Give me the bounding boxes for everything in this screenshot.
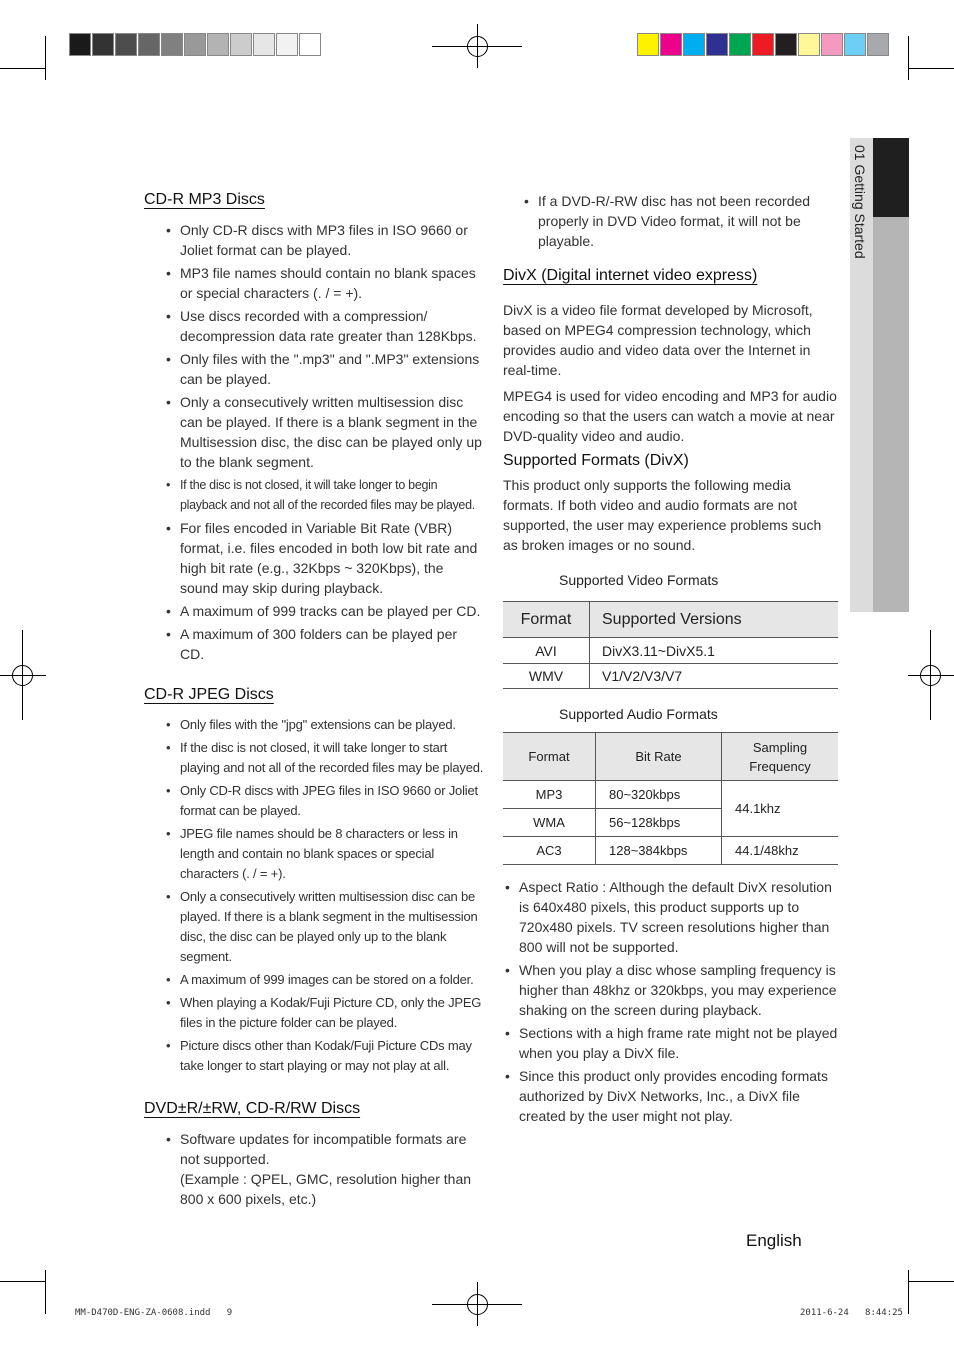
supported-formats-heading: Supported Formats (DivX): [503, 452, 689, 469]
list-item: • Sections with a high frame rate might not be played when you play a DivX file.: [505, 1023, 839, 1063]
table-cell-sampling: 44.1khz: [722, 781, 839, 837]
crop-mark: [908, 68, 954, 69]
color-swatch: [161, 33, 183, 56]
column-header-format: Format: [503, 733, 596, 781]
list-item: • Only CD-R discs with MP3 files in ISO 9660 or Joliet format can be played.: [166, 220, 484, 260]
color-swatch: [867, 33, 889, 56]
color-swatch: [706, 33, 728, 56]
color-swatch: [660, 33, 682, 56]
color-swatch: [253, 33, 275, 56]
audio-formats-table: [503, 732, 838, 865]
color-swatch: [775, 33, 797, 56]
color-swatch: [729, 33, 751, 56]
table-cell-format: WMA: [503, 809, 596, 837]
table-cell-versions: V1/V2/V3/V7: [590, 664, 839, 689]
audio-table-caption: Supported Audio Formats: [559, 706, 718, 722]
list-item: • Picture discs other than Kodak/Fuji Picture CDs may take longer to start playing or may not play at all.: [166, 1036, 484, 1076]
grayscale-swatches: [69, 33, 322, 56]
color-swatch: [230, 33, 252, 56]
list-item: • Only files with the ".mp3" and ".MP3" extensions can be played.: [166, 349, 484, 389]
color-swatch: [207, 33, 229, 56]
table-cell-format: MP3: [503, 781, 596, 809]
color-swatch: [92, 33, 114, 56]
list-item: • If a DVD-R/-RW disc has not been recorded properly in DVD Video format, it will not be playable.: [524, 191, 839, 251]
column-header-bitrate: Bit Rate: [596, 733, 722, 781]
list-item: • JPEG file names should be 8 characters or less in length and contain no blank spaces or special characters (. / = +).: [166, 824, 484, 884]
color-swatch: [276, 33, 298, 56]
table-cell-bitrate: 128~384kbps: [596, 837, 722, 865]
color-swatch: [138, 33, 160, 56]
crop-mark: [908, 36, 909, 80]
chapter-tab-label: 01 Getting Started: [852, 145, 868, 259]
divx-heading: DivX (Digital internet video express): [503, 267, 758, 284]
list-item: • Only CD-R discs with JPEG files in ISO 9660 or Joliet format can be played.: [166, 781, 484, 821]
column-header-format: Format: [503, 602, 590, 638]
crop-mark: [908, 1281, 954, 1282]
list-item: • MP3 file names should contain no blank spaces or special characters (. / = +).: [166, 263, 484, 303]
dvd-heading: DVD±R/±RW, CD-R/RW Discs: [144, 1100, 361, 1117]
table-cell-format: WMV: [503, 664, 590, 689]
crop-mark: [45, 36, 46, 80]
dvd-note-list: [524, 191, 839, 251]
table-cell-versions: DivX3.11~DivX5.1: [590, 638, 839, 664]
chapter-tab-gray-block: [873, 217, 909, 612]
color-swatch: [299, 33, 321, 56]
list-item: • Only files with the "jpg" extensions can be played.: [166, 715, 484, 735]
jpeg-heading: CD-R JPEG Discs: [144, 686, 274, 703]
registration-mark-right: [908, 630, 954, 720]
list-item: • Use discs recorded with a compression/ decompression data rate greater than 128Kbps.: [166, 306, 484, 346]
table-cell-bitrate: 80~320kbps: [596, 781, 722, 809]
divx-paragraph-2: MPEG4 is used for video encoding and MP3 for audio encoding so that the users can watch a movie at near DVD-quality video and audio.: [503, 388, 837, 444]
table-cell-bitrate: 56~128kbps: [596, 809, 722, 837]
table-row: [503, 664, 838, 689]
list-item: • Only a consecutively written multisession disc can be played. If there is a blank segment in the Multisession disc, the disc can be played only up to the blank segment.: [166, 392, 484, 472]
dvd-list: [166, 1129, 484, 1209]
list-item: • Since this product only provides encoding formats authorized by DivX Networks, Inc., a DivX file created by the user might not play.: [505, 1066, 839, 1126]
list-item: • A maximum of 999 images can be stored on a folder.: [166, 970, 484, 990]
crop-mark: [45, 1270, 46, 1314]
right-column: [503, 191, 839, 1129]
jpeg-list: [166, 715, 484, 1076]
list-item: • If the disc is not closed, it will take longer to begin playback and not all of the recorded files may be played.: [166, 475, 484, 515]
registration-mark-top: [432, 24, 522, 68]
color-swatch: [683, 33, 705, 56]
list-item: [166, 1129, 484, 1209]
color-swatch: [115, 33, 137, 56]
table-cell-format: AC3: [503, 837, 596, 865]
crop-mark: [0, 1281, 46, 1282]
color-swatch: [752, 33, 774, 56]
dvd-item-line2: (Example : QPEL, GMC, resolution higher than 800 x 600 pixels, etc.): [180, 1171, 472, 1207]
table-row: [503, 781, 838, 809]
list-item: • If the disc is not closed, it will take longer to start playing and not all of the recorded files may be played.: [166, 738, 484, 778]
print-date-slug: 2011-6-24 8:44:25: [800, 1308, 903, 1318]
mp3-heading: CD-R MP3 Discs: [144, 191, 265, 208]
list-item: • When you play a disc whose sampling frequency is higher than 48khz or 320kbps, you may experience shaking on the screen during playback.: [505, 960, 839, 1020]
registration-mark-left: [0, 630, 46, 720]
video-table-caption: Supported Video Formats: [559, 572, 719, 588]
color-swatch: [844, 33, 866, 56]
table-row: [503, 638, 838, 664]
left-column: [144, 191, 484, 1212]
mp3-list: [166, 220, 484, 664]
color-swatch: [637, 33, 659, 56]
language-label: English: [746, 1231, 802, 1250]
color-swatch: [821, 33, 843, 56]
color-swatch: [69, 33, 91, 56]
print-file-slug: MM-D470D-ENG-ZA-0608.indd 9: [75, 1308, 233, 1318]
divx-paragraph-1: DivX is a video file format developed by Microsoft, based on MPEG4 compression technology, which provides audio and video data over the Internet in real-time.: [503, 302, 813, 378]
table-cell-sampling: 44.1/48khz: [722, 837, 839, 865]
dvd-item-line1: Software updates for incompatible formats are not supported.: [180, 1131, 467, 1167]
table-row: [503, 837, 838, 865]
list-item: • A maximum of 300 folders can be played per CD.: [166, 624, 484, 664]
list-item: • When playing a Kodak/Fuji Picture CD, only the JPEG files in the picture folder can be played.: [166, 993, 484, 1033]
crop-mark: [908, 1270, 909, 1314]
chapter-tab-dark-block: [873, 138, 909, 217]
color-swatch: [798, 33, 820, 56]
color-swatches: [637, 33, 890, 56]
list-item: • For files encoded in Variable Bit Rate (VBR) format, i.e. files encoded in both low bit rate and high bit rate (e.g., 32Kbps ~ 320Kbps), the sound may skip during playback.: [166, 518, 484, 598]
divx-notes-list: [505, 877, 839, 1126]
list-item: • Aspect Ratio : Although the default DivX resolution is 640x480 pixels, this product supports up to 720x480 pixels. TV screen resolutions higher than 800 will not be supported.: [505, 877, 839, 957]
list-item: • A maximum of 999 tracks can be played per CD.: [166, 601, 484, 621]
list-item: • Only a consecutively written multisession disc can be played. If there is a blank segment in the multisession disc, the disc can be played only up to the blank segment.: [166, 887, 484, 967]
color-swatch: [184, 33, 206, 56]
supported-formats-paragraph: This product only supports the following media formats. If both video and audio formats are not supported, the user may experience problems such as broken images or no sound.: [503, 477, 822, 553]
table-cell-format: AVI: [503, 638, 590, 664]
crop-mark: [0, 68, 46, 69]
column-header-versions: Supported Versions: [590, 602, 839, 638]
video-formats-table: [503, 601, 838, 689]
column-header-sampling: Sampling Frequency: [722, 733, 839, 781]
registration-mark-bottom: [432, 1282, 522, 1326]
